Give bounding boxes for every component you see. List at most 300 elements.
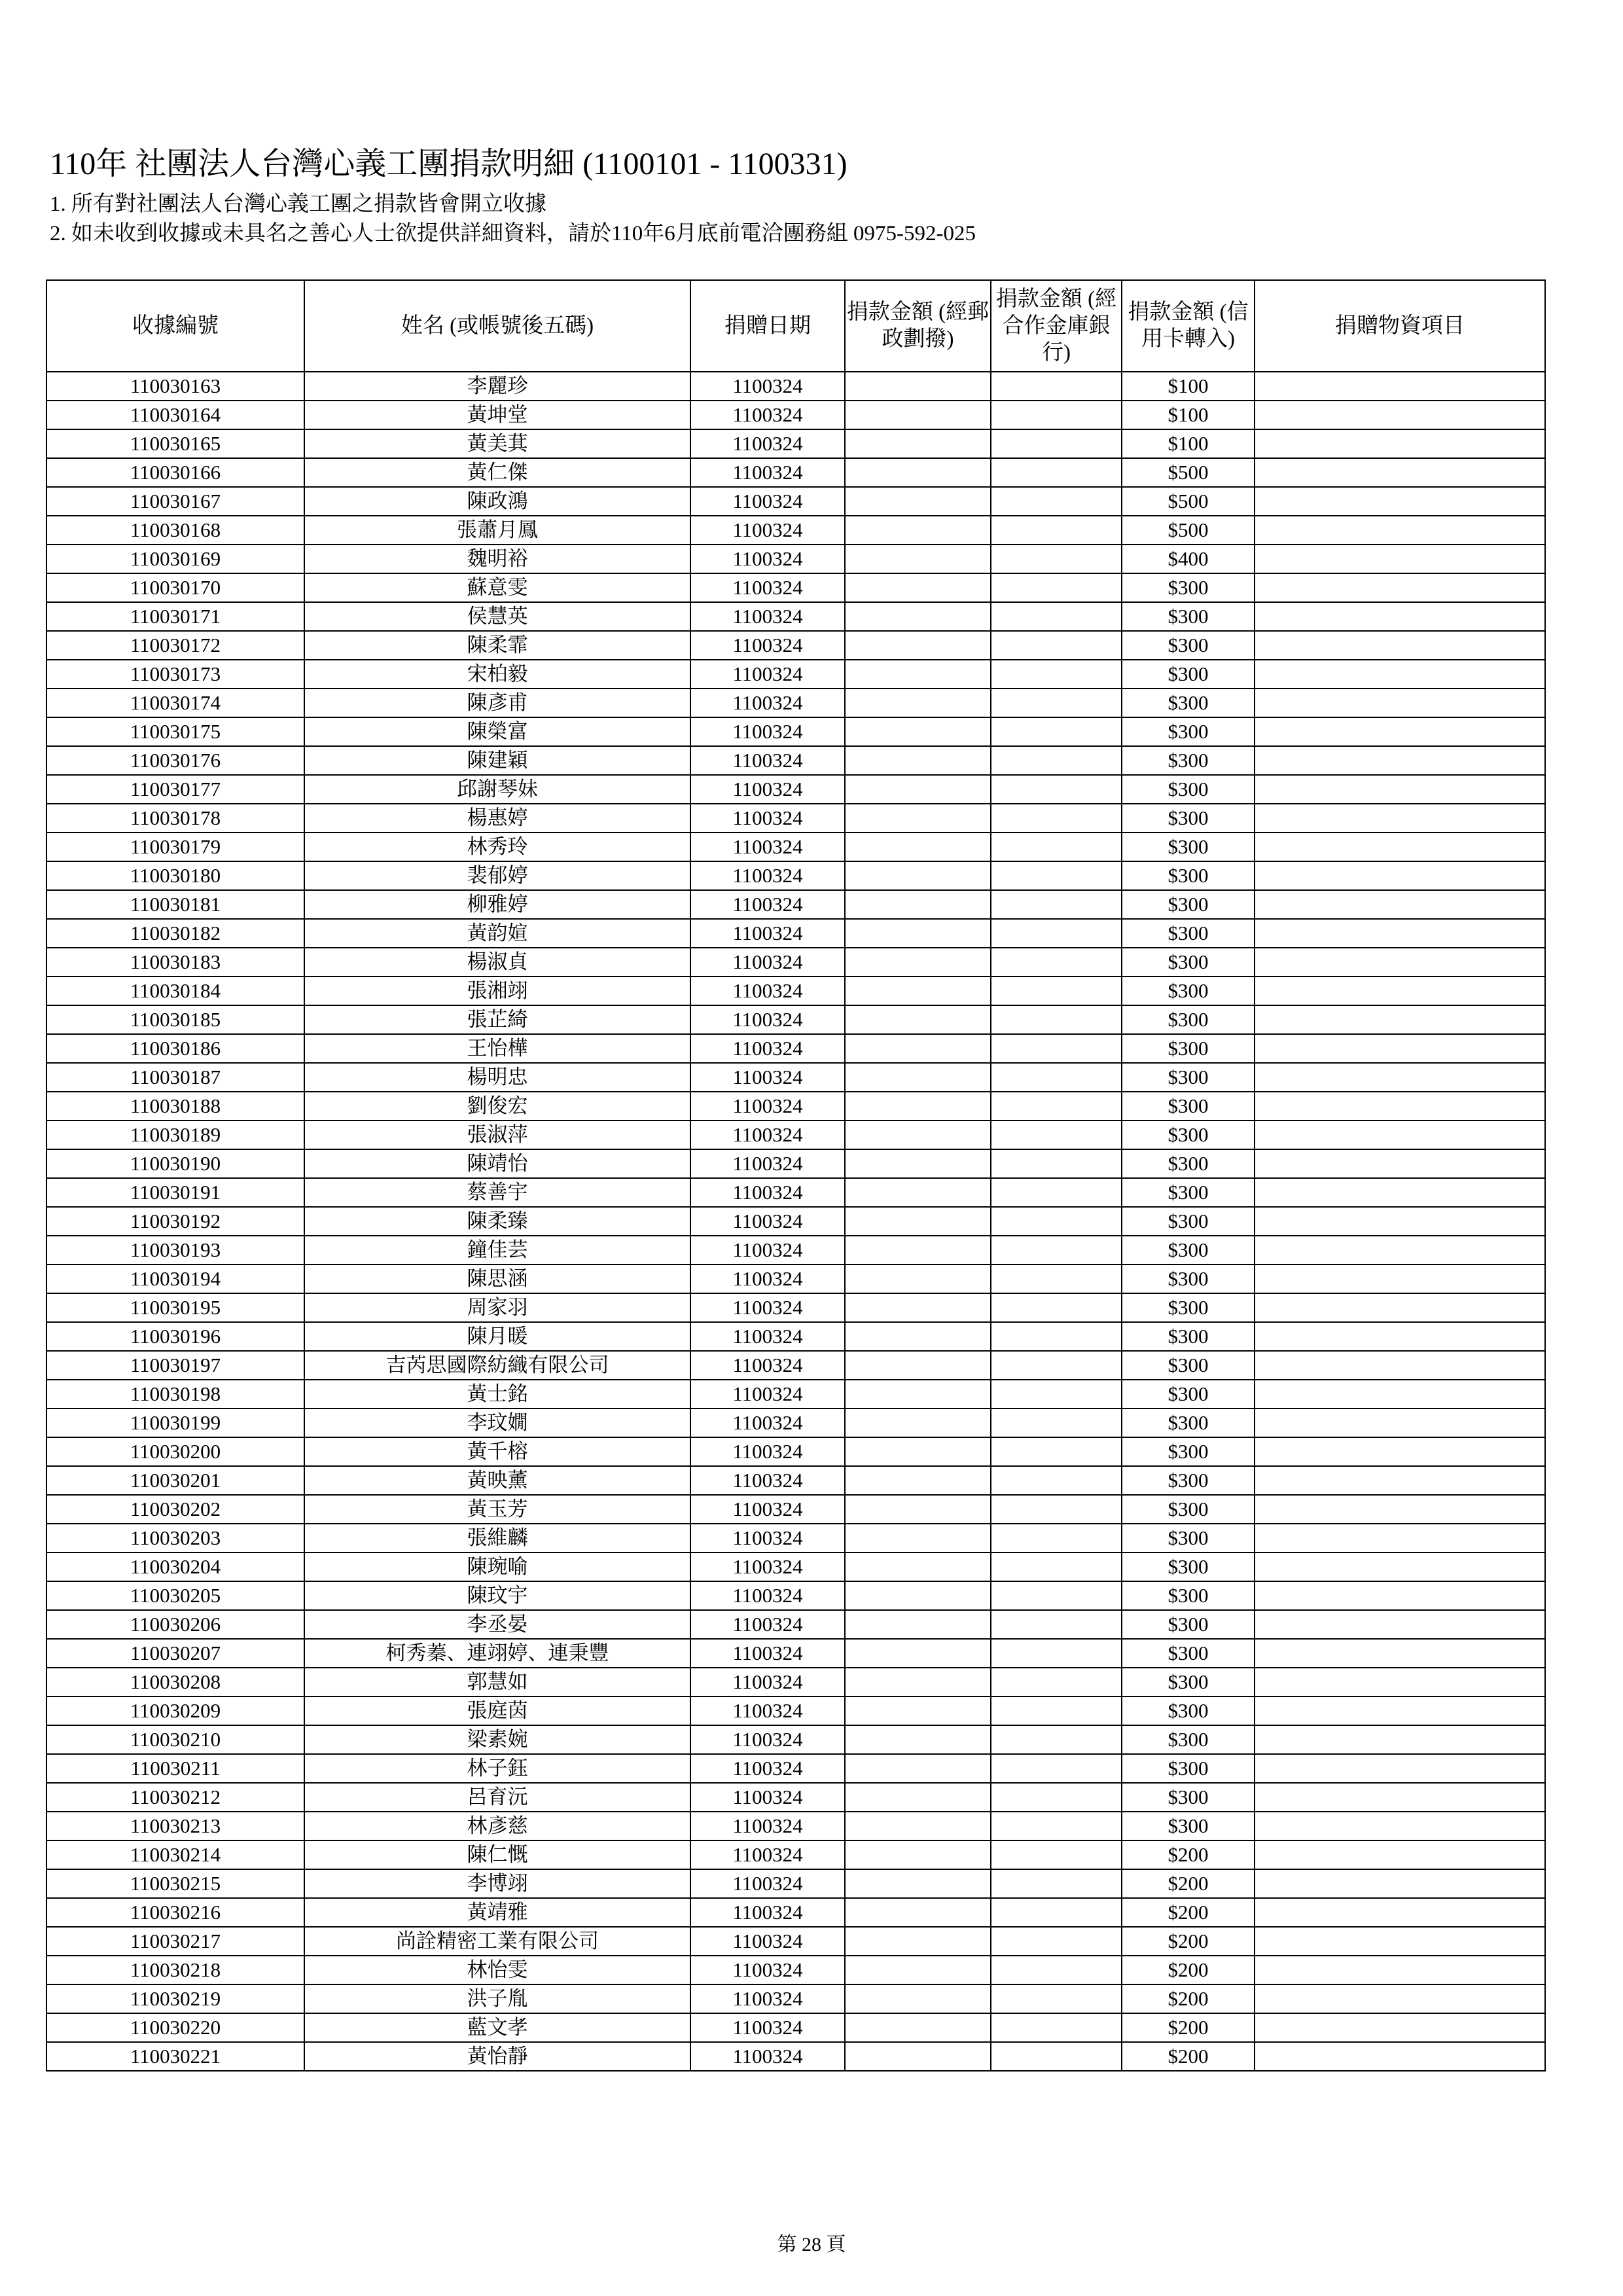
cell-amount-coop-bank [991, 1063, 1122, 1092]
cell-amount-postal [845, 545, 991, 573]
cell-amount-postal [845, 1610, 991, 1639]
cell-amount-coop-bank [991, 1725, 1122, 1754]
cell-donated-items [1255, 1437, 1545, 1466]
cell-name: 黃千榕 [304, 1437, 690, 1466]
cell-donated-items [1255, 1207, 1545, 1236]
cell-receipt-no: 110030205 [46, 1581, 304, 1610]
cell-date: 1100324 [690, 429, 845, 458]
table-row [46, 602, 1545, 631]
cell-amount-postal [845, 1293, 991, 1322]
cell-amount-coop-bank [991, 1610, 1122, 1639]
cell-amount-coop-bank [991, 833, 1122, 861]
cell-receipt-no: 110030209 [46, 1696, 304, 1725]
cell-amount-postal [845, 1495, 991, 1524]
cell-amount-credit-card: $200 [1122, 1898, 1255, 1927]
donation-table [46, 279, 1546, 2072]
cell-receipt-no: 110030172 [46, 631, 304, 660]
cell-date: 1100324 [690, 1956, 845, 1984]
cell-amount-coop-bank [991, 804, 1122, 833]
cell-amount-postal [845, 1696, 991, 1725]
cell-amount-postal [845, 1552, 991, 1581]
cell-name: 宋柏毅 [304, 660, 690, 689]
cell-date: 1100324 [690, 1322, 845, 1351]
cell-date: 1100324 [690, 1005, 845, 1034]
cell-name: 陳靖怡 [304, 1149, 690, 1178]
cell-date: 1100324 [690, 1293, 845, 1322]
cell-receipt-no: 110030215 [46, 1869, 304, 1898]
cell-donated-items [1255, 1898, 1545, 1927]
cell-amount-credit-card: $300 [1122, 1236, 1255, 1265]
cell-date: 1100324 [690, 1178, 845, 1207]
cell-amount-credit-card: $300 [1122, 689, 1255, 717]
cell-name: 鐘佳芸 [304, 1236, 690, 1265]
cell-amount-coop-bank [991, 516, 1122, 545]
cell-date: 1100324 [690, 660, 845, 689]
cell-amount-postal [845, 1898, 991, 1927]
table-row [46, 1812, 1545, 1840]
cell-date: 1100324 [690, 516, 845, 545]
cell-amount-credit-card: $300 [1122, 1351, 1255, 1380]
cell-amount-credit-card: $200 [1122, 1984, 1255, 2013]
cell-date: 1100324 [690, 1207, 845, 1236]
cell-date: 1100324 [690, 689, 845, 717]
table-row [46, 746, 1545, 775]
cell-amount-postal [845, 1005, 991, 1034]
cell-amount-postal [845, 401, 991, 429]
cell-amount-coop-bank [991, 1149, 1122, 1178]
cell-date: 1100324 [690, 1725, 845, 1754]
table-row [46, 1581, 1545, 1610]
cell-amount-coop-bank [991, 1552, 1122, 1581]
cell-amount-coop-bank [991, 1207, 1122, 1236]
cell-name: 黃士銘 [304, 1380, 690, 1408]
cell-amount-coop-bank [991, 631, 1122, 660]
cell-receipt-no: 110030185 [46, 1005, 304, 1034]
cell-amount-credit-card: $300 [1122, 602, 1255, 631]
cell-name: 王怡樺 [304, 1034, 690, 1063]
cell-amount-credit-card: $300 [1122, 746, 1255, 775]
cell-name: 林彥慈 [304, 1812, 690, 1840]
cell-amount-credit-card: $300 [1122, 1581, 1255, 1610]
cell-receipt-no: 110030183 [46, 948, 304, 977]
cell-receipt-no: 110030193 [46, 1236, 304, 1265]
table-row [46, 775, 1545, 804]
cell-amount-coop-bank [991, 573, 1122, 602]
cell-amount-postal [845, 1984, 991, 2013]
cell-receipt-no: 110030163 [46, 372, 304, 401]
table-row [46, 890, 1545, 919]
note-receipt-issued: 1. 所有對社團法人台灣心義工團之捐款皆會開立收據 [50, 192, 546, 216]
cell-amount-coop-bank [991, 746, 1122, 775]
header-date: 捐贈日期 [690, 280, 845, 372]
cell-name: 邱謝琴妹 [304, 775, 690, 804]
cell-amount-credit-card: $300 [1122, 1322, 1255, 1351]
cell-name: 黃靖雅 [304, 1898, 690, 1927]
cell-date: 1100324 [690, 602, 845, 631]
cell-amount-postal [845, 717, 991, 746]
cell-amount-postal [845, 1524, 991, 1552]
cell-amount-postal [845, 1034, 991, 1063]
cell-name: 張維麟 [304, 1524, 690, 1552]
cell-donated-items [1255, 1840, 1545, 1869]
cell-amount-postal [845, 1869, 991, 1898]
table-row [46, 861, 1545, 890]
cell-amount-postal [845, 1207, 991, 1236]
cell-name: 張蕭月鳳 [304, 516, 690, 545]
table-row [46, 717, 1545, 746]
cell-date: 1100324 [690, 573, 845, 602]
table-row [46, 372, 1545, 401]
cell-date: 1100324 [690, 1552, 845, 1581]
cell-receipt-no: 110030208 [46, 1668, 304, 1696]
cell-receipt-no: 110030179 [46, 833, 304, 861]
cell-name: 陳政鴻 [304, 487, 690, 516]
cell-receipt-no: 110030214 [46, 1840, 304, 1869]
cell-donated-items [1255, 1668, 1545, 1696]
cell-date: 1100324 [690, 631, 845, 660]
cell-date: 1100324 [690, 1754, 845, 1783]
cell-name: 周家羽 [304, 1293, 690, 1322]
cell-name: 李博翊 [304, 1869, 690, 1898]
table-row [46, 977, 1545, 1005]
table-row [46, 545, 1545, 573]
cell-amount-credit-card: $100 [1122, 372, 1255, 401]
cell-date: 1100324 [690, 372, 845, 401]
cell-amount-coop-bank [991, 1236, 1122, 1265]
cell-name: 陳琬喻 [304, 1552, 690, 1581]
cell-amount-postal [845, 1265, 991, 1293]
cell-date: 1100324 [690, 1466, 845, 1495]
cell-amount-postal [845, 660, 991, 689]
cell-donated-items [1255, 890, 1545, 919]
cell-name: 蘇意雯 [304, 573, 690, 602]
cell-amount-postal [845, 833, 991, 861]
cell-donated-items [1255, 1581, 1545, 1610]
table-row [46, 458, 1545, 487]
cell-receipt-no: 110030204 [46, 1552, 304, 1581]
cell-receipt-no: 110030217 [46, 1927, 304, 1956]
cell-donated-items [1255, 1236, 1545, 1265]
cell-receipt-no: 110030213 [46, 1812, 304, 1840]
cell-amount-postal [845, 1092, 991, 1121]
table-row [46, 919, 1545, 948]
table-row [46, 516, 1545, 545]
cell-name: 張淑萍 [304, 1121, 690, 1149]
cell-receipt-no: 110030197 [46, 1351, 304, 1380]
cell-amount-credit-card: $300 [1122, 1725, 1255, 1754]
table-row [46, 1005, 1545, 1034]
cell-donated-items [1255, 573, 1545, 602]
cell-name: 蔡善宇 [304, 1178, 690, 1207]
cell-date: 1100324 [690, 1840, 845, 1869]
cell-amount-postal [845, 573, 991, 602]
cell-name: 楊明忠 [304, 1063, 690, 1092]
table-row [46, 1552, 1545, 1581]
table-row [46, 631, 1545, 660]
table-row [46, 1092, 1545, 1121]
cell-receipt-no: 110030190 [46, 1149, 304, 1178]
table-row [46, 804, 1545, 833]
header-amount-postal: 捐款金額 (經郵政劃撥) [845, 280, 991, 372]
cell-donated-items [1255, 1725, 1545, 1754]
cell-donated-items [1255, 919, 1545, 948]
cell-amount-coop-bank [991, 1812, 1122, 1840]
cell-name: 裴郁婷 [304, 861, 690, 890]
cell-date: 1100324 [690, 977, 845, 1005]
cell-name: 陳玟宇 [304, 1581, 690, 1610]
cell-date: 1100324 [690, 804, 845, 833]
cell-amount-credit-card: $300 [1122, 919, 1255, 948]
cell-date: 1100324 [690, 1408, 845, 1437]
cell-receipt-no: 110030184 [46, 977, 304, 1005]
cell-donated-items [1255, 977, 1545, 1005]
cell-name: 呂育沅 [304, 1783, 690, 1812]
cell-donated-items [1255, 1063, 1545, 1092]
table-row [46, 1754, 1545, 1783]
table-row [46, 1524, 1545, 1552]
cell-amount-coop-bank [991, 2013, 1122, 2042]
cell-donated-items [1255, 1466, 1545, 1495]
cell-amount-postal [845, 429, 991, 458]
cell-receipt-no: 110030176 [46, 746, 304, 775]
cell-amount-credit-card: $300 [1122, 948, 1255, 977]
cell-date: 1100324 [690, 775, 845, 804]
header-name: 姓名 (或帳號後五碼) [304, 280, 690, 372]
cell-amount-credit-card: $300 [1122, 1754, 1255, 1783]
cell-date: 1100324 [690, 948, 845, 977]
cell-receipt-no: 110030221 [46, 2042, 304, 2071]
cell-amount-credit-card: $300 [1122, 660, 1255, 689]
cell-name: 李玟嫺 [304, 1408, 690, 1437]
cell-donated-items [1255, 1380, 1545, 1408]
table-row [46, 2042, 1545, 2071]
cell-amount-credit-card: $300 [1122, 573, 1255, 602]
cell-receipt-no: 110030196 [46, 1322, 304, 1351]
cell-amount-postal [845, 977, 991, 1005]
cell-name: 郭慧如 [304, 1668, 690, 1696]
cell-name: 黃仁傑 [304, 458, 690, 487]
cell-amount-postal [845, 1725, 991, 1754]
table-row [46, 1149, 1545, 1178]
cell-name: 陳建穎 [304, 746, 690, 775]
table-row [46, 1380, 1545, 1408]
cell-receipt-no: 110030169 [46, 545, 304, 573]
cell-receipt-no: 110030178 [46, 804, 304, 833]
cell-name: 陳柔霏 [304, 631, 690, 660]
cell-date: 1100324 [690, 401, 845, 429]
cell-donated-items [1255, 458, 1545, 487]
table-row [46, 1236, 1545, 1265]
cell-receipt-no: 110030165 [46, 429, 304, 458]
cell-name: 林子鈺 [304, 1754, 690, 1783]
cell-donated-items [1255, 804, 1545, 833]
header-receipt-no: 收據編號 [46, 280, 304, 372]
cell-donated-items [1255, 1293, 1545, 1322]
cell-amount-credit-card: $300 [1122, 1005, 1255, 1034]
table-row [46, 1984, 1545, 2013]
cell-donated-items [1255, 1121, 1545, 1149]
cell-receipt-no: 110030207 [46, 1639, 304, 1668]
cell-amount-coop-bank [991, 1927, 1122, 1956]
cell-receipt-no: 110030216 [46, 1898, 304, 1927]
cell-name: 張芷綺 [304, 1005, 690, 1034]
cell-name: 魏明裕 [304, 545, 690, 573]
cell-amount-coop-bank [991, 487, 1122, 516]
cell-amount-postal [845, 1121, 991, 1149]
table-row [46, 1063, 1545, 1092]
cell-amount-postal [845, 1581, 991, 1610]
cell-amount-coop-bank [991, 372, 1122, 401]
table-row [46, 1466, 1545, 1495]
cell-date: 1100324 [690, 1783, 845, 1812]
table-row [46, 573, 1545, 602]
cell-receipt-no: 110030218 [46, 1956, 304, 1984]
cell-date: 1100324 [690, 1380, 845, 1408]
cell-date: 1100324 [690, 2013, 845, 2042]
cell-amount-credit-card: $200 [1122, 1869, 1255, 1898]
cell-amount-postal [845, 1063, 991, 1092]
table-header [46, 280, 1545, 372]
cell-amount-coop-bank [991, 401, 1122, 429]
table-row [46, 660, 1545, 689]
cell-amount-coop-bank [991, 2042, 1122, 2071]
cell-date: 1100324 [690, 1524, 845, 1552]
cell-date: 1100324 [690, 919, 845, 948]
cell-amount-coop-bank [991, 1581, 1122, 1610]
cell-date: 1100324 [690, 1149, 845, 1178]
cell-donated-items [1255, 429, 1545, 458]
cell-amount-postal [845, 746, 991, 775]
cell-amount-credit-card: $100 [1122, 401, 1255, 429]
cell-receipt-no: 110030201 [46, 1466, 304, 1495]
cell-amount-coop-bank [991, 1437, 1122, 1466]
cell-receipt-no: 110030200 [46, 1437, 304, 1466]
cell-name: 張庭茵 [304, 1696, 690, 1725]
cell-amount-coop-bank [991, 660, 1122, 689]
cell-amount-credit-card: $300 [1122, 1466, 1255, 1495]
cell-donated-items [1255, 1149, 1545, 1178]
cell-name: 黃美萁 [304, 429, 690, 458]
cell-donated-items [1255, 487, 1545, 516]
cell-name: 柯秀蓁、連翊婷、連秉豐 [304, 1639, 690, 1668]
table-row [46, 1869, 1545, 1898]
cell-amount-postal [845, 890, 991, 919]
cell-amount-coop-bank [991, 1178, 1122, 1207]
cell-name: 劉俊宏 [304, 1092, 690, 1121]
cell-date: 1100324 [690, 1898, 845, 1927]
cell-date: 1100324 [690, 1265, 845, 1293]
cell-donated-items [1255, 1322, 1545, 1351]
cell-name: 黃韵媗 [304, 919, 690, 948]
cell-amount-credit-card: $300 [1122, 1437, 1255, 1466]
cell-amount-coop-bank [991, 1956, 1122, 1984]
cell-amount-credit-card: $500 [1122, 458, 1255, 487]
cell-amount-postal [845, 1322, 991, 1351]
cell-amount-coop-bank [991, 1265, 1122, 1293]
cell-amount-credit-card: $200 [1122, 2042, 1255, 2071]
cell-receipt-no: 110030168 [46, 516, 304, 545]
cell-donated-items [1255, 1178, 1545, 1207]
table-row [46, 1207, 1545, 1236]
cell-date: 1100324 [690, 458, 845, 487]
cell-amount-credit-card: $300 [1122, 1092, 1255, 1121]
cell-amount-postal [845, 804, 991, 833]
cell-name: 陳彥甫 [304, 689, 690, 717]
cell-date: 1100324 [690, 1351, 845, 1380]
cell-name: 楊惠婷 [304, 804, 690, 833]
cell-receipt-no: 110030191 [46, 1178, 304, 1207]
header-amount-coop-bank: 捐款金額 (經合作金庫銀行) [991, 280, 1122, 372]
table-row [46, 1840, 1545, 1869]
cell-name: 陳仁慨 [304, 1840, 690, 1869]
cell-amount-coop-bank [991, 1524, 1122, 1552]
cell-donated-items [1255, 1552, 1545, 1581]
cell-name: 黃映薰 [304, 1466, 690, 1495]
table-row [46, 1956, 1545, 1984]
cell-amount-coop-bank [991, 1034, 1122, 1063]
cell-amount-coop-bank [991, 1639, 1122, 1668]
table-row [46, 689, 1545, 717]
cell-amount-credit-card: $300 [1122, 1610, 1255, 1639]
cell-donated-items [1255, 1408, 1545, 1437]
cell-amount-coop-bank [991, 1869, 1122, 1898]
cell-amount-coop-bank [991, 1351, 1122, 1380]
cell-amount-credit-card: $200 [1122, 1927, 1255, 1956]
table-row [46, 1034, 1545, 1063]
cell-amount-postal [845, 1178, 991, 1207]
cell-amount-postal [845, 2042, 991, 2071]
cell-amount-coop-bank [991, 890, 1122, 919]
cell-donated-items [1255, 1783, 1545, 1812]
cell-amount-coop-bank [991, 429, 1122, 458]
cell-receipt-no: 110030198 [46, 1380, 304, 1408]
cell-amount-coop-bank [991, 1466, 1122, 1495]
cell-name: 陳思涵 [304, 1265, 690, 1293]
cell-amount-coop-bank [991, 1121, 1122, 1149]
cell-amount-credit-card: $500 [1122, 487, 1255, 516]
cell-receipt-no: 110030194 [46, 1265, 304, 1293]
cell-amount-postal [845, 631, 991, 660]
cell-amount-postal [845, 1956, 991, 1984]
cell-amount-postal [845, 1927, 991, 1956]
table-body [46, 372, 1545, 2071]
cell-amount-postal [845, 1783, 991, 1812]
cell-amount-postal [845, 2013, 991, 2042]
cell-receipt-no: 110030202 [46, 1495, 304, 1524]
cell-amount-coop-bank [991, 1984, 1122, 2013]
cell-receipt-no: 110030210 [46, 1725, 304, 1754]
cell-donated-items [1255, 948, 1545, 977]
cell-name: 尚詮精密工業有限公司 [304, 1927, 690, 1956]
cell-amount-coop-bank [991, 717, 1122, 746]
cell-amount-credit-card: $300 [1122, 1668, 1255, 1696]
cell-amount-credit-card: $300 [1122, 1063, 1255, 1092]
cell-date: 1100324 [690, 833, 845, 861]
cell-receipt-no: 110030187 [46, 1063, 304, 1092]
cell-donated-items [1255, 1956, 1545, 1984]
cell-date: 1100324 [690, 1668, 845, 1696]
cell-amount-coop-bank [991, 775, 1122, 804]
cell-amount-credit-card: $300 [1122, 1265, 1255, 1293]
cell-name: 陳柔臻 [304, 1207, 690, 1236]
table-row [46, 1322, 1545, 1351]
cell-donated-items [1255, 1034, 1545, 1063]
table-row [46, 1408, 1545, 1437]
cell-donated-items [1255, 861, 1545, 890]
table-row [46, 1927, 1545, 1956]
cell-receipt-no: 110030203 [46, 1524, 304, 1552]
cell-amount-postal [845, 861, 991, 890]
